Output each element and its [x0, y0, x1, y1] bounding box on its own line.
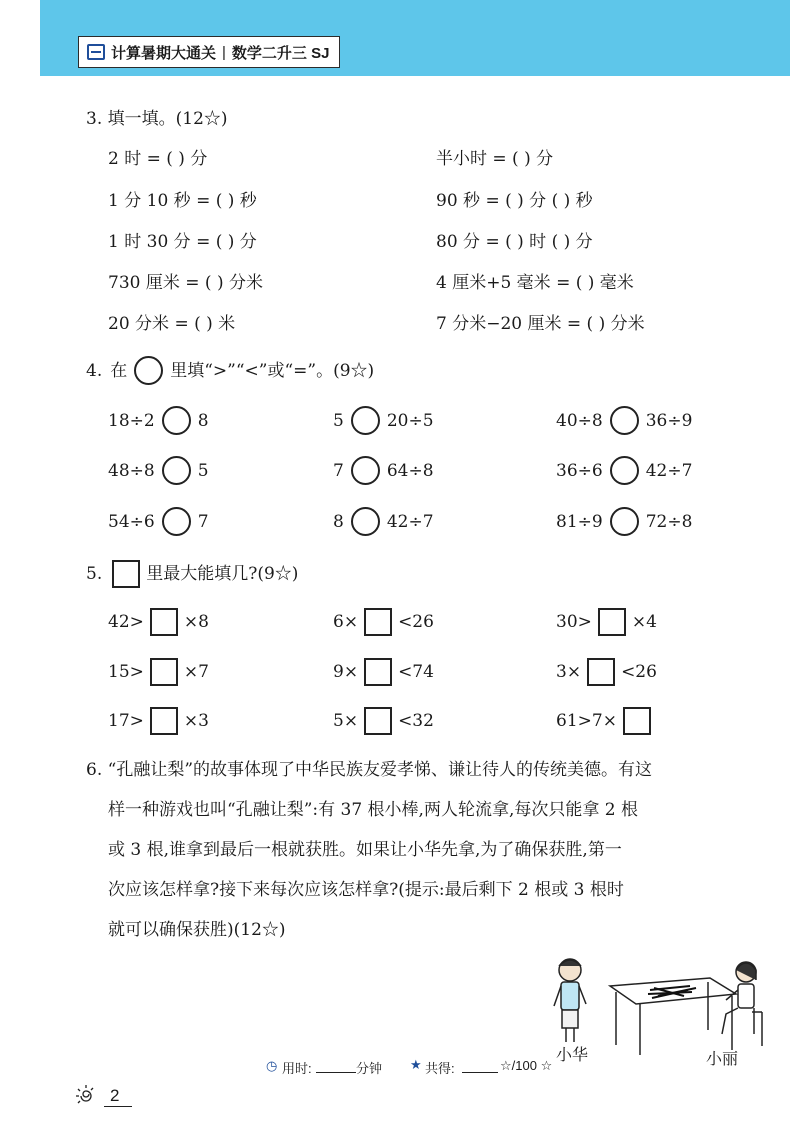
q4-right-expr: 5 — [197, 460, 209, 481]
star-icon: ★ — [410, 1057, 422, 1072]
score-total: ☆/100 ☆ — [500, 1058, 553, 1073]
q3-left-item: 2 时 = ( ) 分 — [108, 149, 208, 169]
answer-box[interactable] — [364, 658, 392, 686]
q3-right-item: 80 分 = ( ) 时 ( ) 分 — [436, 232, 593, 252]
q3-title: 3. 填一填。(12☆) — [86, 109, 228, 129]
q5-right-expr: ×7 — [183, 662, 209, 682]
q4-left-expr: 48÷8 — [108, 460, 155, 481]
compare-circle-icon — [134, 356, 163, 385]
q4-left-expr: 36÷6 — [556, 460, 603, 481]
answer-circle[interactable] — [162, 456, 191, 485]
q3-left-item: 1 时 30 分 = ( ) 分 — [108, 232, 257, 252]
q4-item — [556, 406, 692, 435]
q6-line: 次应该怎样拿?接下来每次应该怎样拿?(提示:最后剩下 2 根或 3 根时 — [108, 880, 624, 900]
answer-box[interactable] — [364, 608, 392, 636]
answer-circle[interactable] — [610, 456, 639, 485]
page-number: 2 — [110, 1086, 120, 1105]
q5-left-expr: 5× — [333, 711, 359, 731]
answer-box[interactable] — [150, 608, 178, 636]
answer-circle[interactable] — [351, 456, 380, 485]
time-blank[interactable] — [316, 1072, 356, 1073]
q6-line: 就可以确保获胜)(12☆) — [108, 920, 286, 940]
q4-left-expr: 54÷6 — [108, 511, 155, 532]
q5-left-expr: 30> — [556, 612, 592, 632]
page-number-underline — [104, 1106, 132, 1107]
girl-figure-icon — [722, 962, 762, 1046]
q5-left-expr: 6× — [333, 612, 359, 632]
q6-line: 或 3 根,谁拿到最后一根就获胜。如果让小华先拿,为了确保获胜,第一 — [108, 840, 622, 860]
score-blank[interactable] — [462, 1072, 498, 1073]
q5-post: 里最大能填几?(9☆) — [146, 564, 299, 584]
q5-item — [333, 707, 434, 735]
time-unit: 分钟 — [356, 1061, 383, 1076]
q4-item — [108, 456, 209, 485]
answer-box[interactable] — [587, 658, 615, 686]
q4-left-expr: 7 — [333, 460, 344, 481]
q4-right-expr: 42÷7 — [386, 511, 434, 532]
q5-item — [556, 608, 657, 636]
q4-left-expr: 81÷9 — [556, 511, 603, 532]
q3-left-item: 20 分米 = ( ) 米 — [108, 314, 236, 334]
book-icon — [87, 44, 105, 60]
q3-left-item: 730 厘米 = ( ) 分米 — [108, 273, 263, 293]
q4-item — [333, 507, 434, 536]
q4-left-expr: 5 — [333, 410, 344, 431]
answer-box[interactable] — [623, 707, 651, 735]
q3-right-item: 7 分米−20 厘米 = ( ) 分米 — [436, 314, 645, 334]
boy-figure-icon — [554, 959, 586, 1042]
girl-name-label: 小丽 — [706, 1049, 739, 1068]
sun-swirl-icon — [74, 1084, 104, 1108]
q5-right-expr: <32 — [398, 711, 434, 731]
q5-item — [108, 608, 209, 636]
page-number-area — [74, 1084, 119, 1108]
q6-paragraph — [86, 750, 756, 950]
answer-box[interactable] — [150, 658, 178, 686]
q4-item — [556, 507, 692, 536]
answer-circle[interactable] — [610, 406, 639, 435]
q5-item — [333, 658, 434, 686]
q4-right-expr: 7 — [197, 511, 209, 532]
q5-item — [108, 707, 209, 735]
header-title: 计算暑期大通关 — [111, 44, 217, 62]
score-label: 共得: — [425, 1061, 455, 1076]
q5-right-expr: ×4 — [631, 612, 657, 632]
answer-circle[interactable] — [351, 406, 380, 435]
q4-right-expr: 8 — [197, 410, 209, 431]
answer-circle[interactable] — [351, 507, 380, 536]
q4-right-expr: 42÷7 — [645, 460, 693, 481]
q4-number: 4. — [86, 360, 103, 381]
q5-item — [556, 658, 657, 686]
q5-item — [556, 707, 657, 735]
q5-left-expr: 15> — [108, 662, 144, 682]
q4-item — [108, 406, 209, 435]
q5-item — [333, 608, 434, 636]
q3-right-item: 90 秒 = ( ) 分 ( ) 秒 — [436, 191, 593, 211]
q4-right-expr: 64÷8 — [386, 460, 434, 481]
q5-right-expr: <74 — [398, 662, 434, 682]
blank-box-icon — [112, 560, 140, 588]
q5-right-expr: ×8 — [183, 612, 209, 632]
q4-left-expr: 40÷8 — [556, 410, 603, 431]
q6-line: 样一种游戏也叫“孔融让梨”:有 37 根小棒,两人轮流拿,每次只能拿 2 根 — [108, 800, 638, 820]
header-divider: | — [222, 43, 226, 61]
q4-title — [86, 356, 374, 385]
q4-left-expr: 18÷2 — [108, 410, 155, 431]
q4-left-expr: 8 — [333, 511, 344, 532]
answer-circle[interactable] — [162, 507, 191, 536]
boy-name-label: 小华 — [556, 1045, 589, 1064]
clock-icon: ◷ — [266, 1058, 278, 1073]
q5-title — [86, 560, 298, 588]
answer-circle[interactable] — [610, 507, 639, 536]
header-subtitle: 数学二升三 SJ — [231, 44, 330, 62]
q4-item — [108, 507, 209, 536]
q5-number: 5. — [86, 564, 103, 584]
q3-right-item: 4 厘米+5 毫米 = ( ) 毫米 — [436, 273, 634, 293]
q3-right-item: 半小时 = ( ) 分 — [436, 149, 554, 169]
q5-left-expr: 17> — [108, 711, 144, 731]
q4-pre: 在 — [110, 360, 128, 381]
q4-item — [556, 456, 692, 485]
q5-left-expr: 61>7× — [556, 711, 617, 731]
header-tag — [78, 36, 340, 68]
q5-right-expr: <26 — [398, 612, 434, 632]
q4-item — [333, 406, 434, 435]
q4-item — [333, 456, 434, 485]
q5-left-expr: 3× — [556, 662, 582, 682]
q3-left-item: 1 分 10 秒 = ( ) 秒 — [108, 191, 257, 211]
answer-circle[interactable] — [162, 406, 191, 435]
time-label: 用时: — [282, 1061, 312, 1076]
q5-right-expr: ×3 — [183, 711, 209, 731]
q4-right-expr: 36÷9 — [645, 410, 693, 431]
q5-item — [108, 658, 209, 686]
answer-box[interactable] — [598, 608, 626, 636]
q4-right-expr: 72÷8 — [645, 511, 693, 532]
q4-right-expr: 20÷5 — [386, 410, 434, 431]
q6-line: 6. “孔融让梨”的故事体现了中华民族友爱孝悌、谦让待人的传统美德。有这 — [86, 760, 653, 780]
table-icon — [610, 978, 736, 1055]
q5-left-expr: 9× — [333, 662, 359, 682]
q5-left-expr: 42> — [108, 612, 144, 632]
answer-box[interactable] — [364, 707, 392, 735]
q4-post: 里填“>”“<”或“=”。(9☆) — [170, 360, 375, 381]
answer-box[interactable] — [150, 707, 178, 735]
q5-right-expr: <26 — [621, 662, 657, 682]
